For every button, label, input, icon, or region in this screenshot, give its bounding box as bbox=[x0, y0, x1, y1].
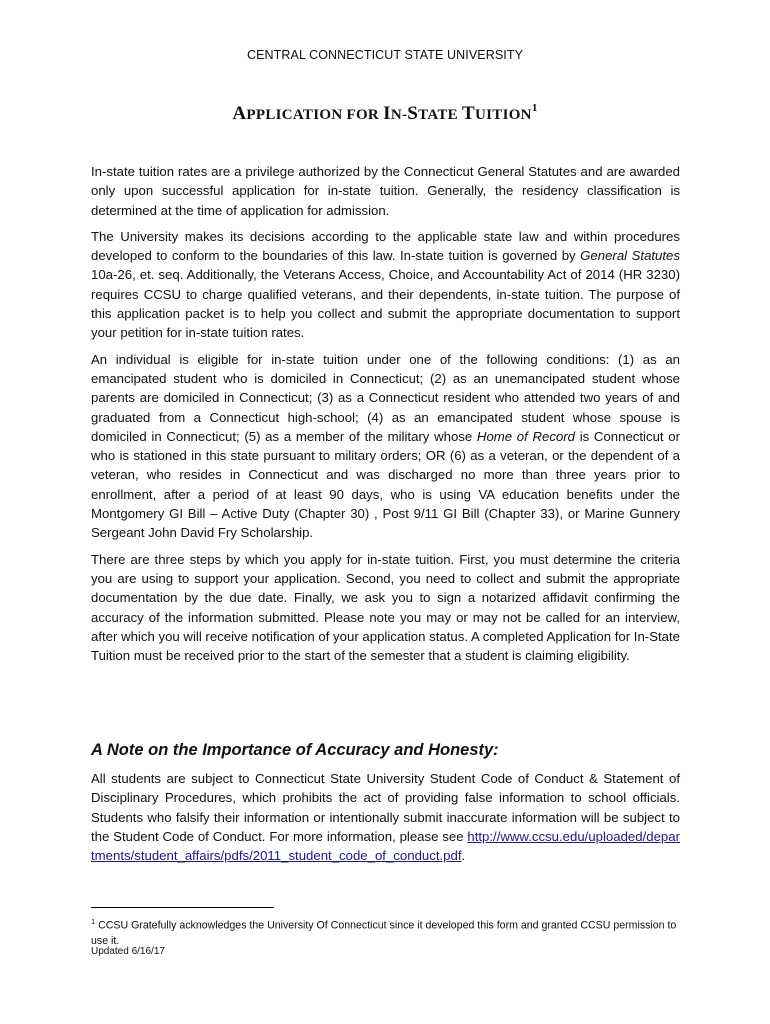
paragraph-privilege: In-state tuition rates are a privilege authorized by the Connecticut General Statutes and are awarded only upon successful application for in-state tuition. Generally, the residency classification is determined at the time of application for admission. bbox=[91, 164, 680, 218]
note-heading: A Note on the Importance of Accuracy and Honesty: bbox=[91, 741, 499, 759]
paragraph-text: 10a-26, et. seq. Additionally, the Veterans Access, Choice, and Accountability Act of 2014 (HR 3230) requires CCSU to charge qualified veterans, and their dependents, in-state tuition. The purpose of this application packet is to help you collect and submit the appropriate documentation to support your petition for in-state tuition rates. bbox=[91, 267, 680, 341]
title-letter: I bbox=[383, 103, 391, 124]
title-letter: T bbox=[462, 103, 475, 124]
title-letter: S bbox=[407, 103, 419, 124]
footnote-text: CCSU Gratefully acknowledges the University Of Connecticut since it developed this form and granted CCSU permission to use it. bbox=[91, 919, 677, 948]
title-footnote-mark: 1 bbox=[531, 102, 538, 114]
university-header: CENTRAL CONNECTICUT STATE UNIVERSITY bbox=[246, 48, 524, 62]
title-smallcaps: UITION bbox=[475, 107, 532, 123]
footnote-divider bbox=[91, 907, 274, 908]
footnote-mark: 1 bbox=[91, 917, 96, 926]
paragraph-steps: There are three steps by which you apply for in-state tuition. First, you must determine the criteria you are using to support your application. Second, you need to collect and submit the appropriate documentation by the due date. Finally, we ask you to sign a notarized affidavit confirming the accuracy of the information submitted. Please note you may or may not be called for an interview, after which you will receive notification of your application status. A completed Application for In-State Tuition must be received prior to the start of the semester that a student is claiming eligibility. bbox=[91, 551, 680, 664]
paragraph-end: . bbox=[461, 848, 466, 864]
footnote bbox=[91, 914, 680, 950]
intro-section bbox=[91, 162, 680, 672]
note-section bbox=[91, 769, 680, 872]
statute-reference: General Statutes bbox=[580, 248, 680, 264]
code-of-conduct-link[interactable]: http://www.ccsu.edu/uploaded/departments/student_affairs/pdfs/2011_student_code_of_conduct.pdf bbox=[91, 828, 680, 864]
paragraph-text: is Connecticut or who is stationed in this state pursuant to military orders; OR (6) as a veteran, or the dependent of a veteran, who resides in Connecticut and was discharged no more than three years prior to enrollment, after a period of at least 90 days, who is using VA education benefits under the Montgomery GI Bill – Active Duty (Chapter 30) , Post 9/11 GI Bill (Chapter 33), or Marine Gunnery Sergeant John David Fry Scholarship. bbox=[91, 428, 681, 541]
title-smallcaps: TATE bbox=[418, 107, 463, 123]
paragraph-conduct bbox=[91, 769, 680, 865]
paragraph-text: All students are subject to Connecticut State University Student Code of Conduct & Statement of Disciplinary Procedures, which prohibits the act of providing false information to school officials. Students who falsify their information or intentionally submit inaccurate information will be subject to the Student Code of Conduct. For more information, please see bbox=[91, 771, 680, 844]
title-smallcaps: N- bbox=[390, 107, 408, 123]
paragraph-text: An individual is eligible for in-state tuition under one of the following conditions: (1) as an emancipated student who is domiciled in Connecticut; (2) as an unemancipated student whose parents are domiciled in Connecticut; (3) as a Connecticut resident who attended two years of and graduated from a Connecticut high-school; (4) as an emancipated student whose spouse is domiciled in Connecticut; (5) as a member of the military whose bbox=[91, 351, 680, 444]
title-smallcaps: PPLICATION FOR bbox=[246, 107, 384, 123]
paragraph-eligibility bbox=[91, 350, 680, 543]
paragraph-governance bbox=[91, 227, 680, 343]
page-title bbox=[0, 102, 770, 125]
updated-date: Updated 6/16/17 bbox=[91, 946, 165, 957]
home-of-record-term: Home of Record bbox=[476, 428, 576, 444]
paragraph-text: The University makes its decisions according to the applicable state law and within procedures developed to conform to the boundaries of this law. In-state tuition is governed by bbox=[91, 228, 680, 264]
title-letter: A bbox=[232, 103, 247, 124]
